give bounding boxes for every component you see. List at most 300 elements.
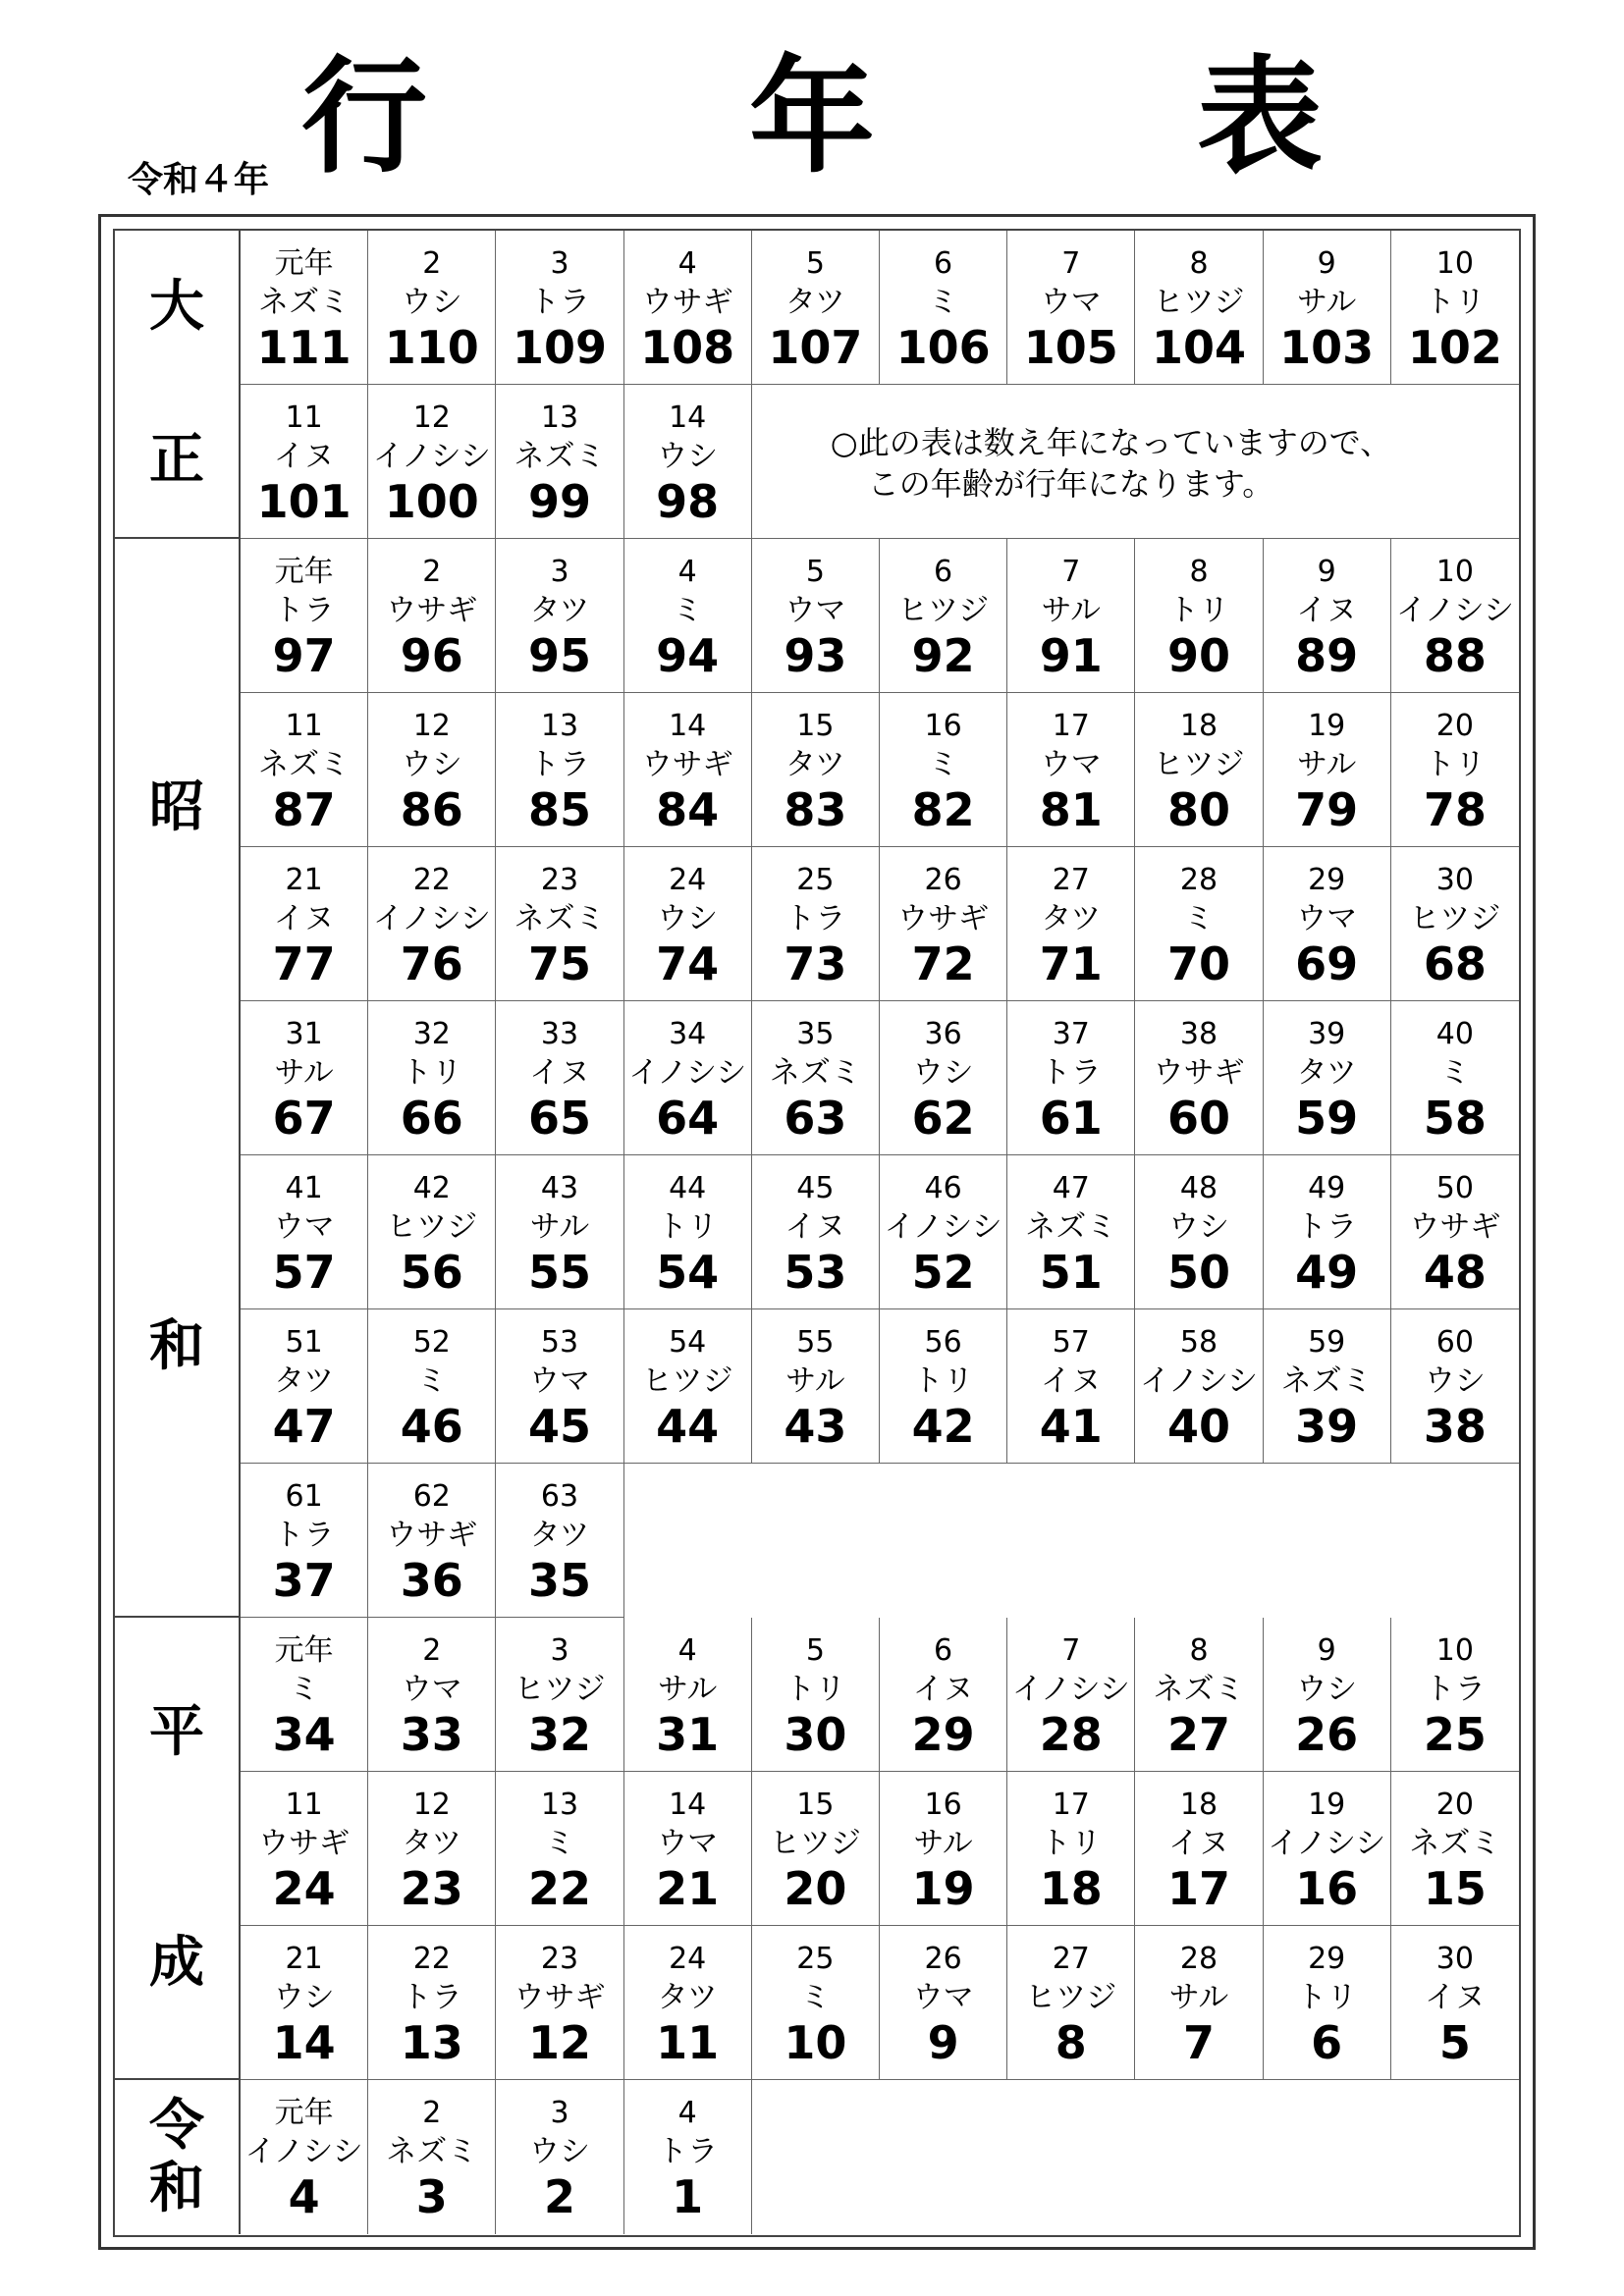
age-value: 41 [1039, 1400, 1103, 1453]
year-label: 22 [412, 863, 451, 897]
zodiac-label: ウシ [1296, 1672, 1358, 1707]
zodiac-label: ウシ [1424, 1363, 1486, 1399]
era-label-char: 令 [149, 2093, 204, 2158]
year-cell [368, 1155, 496, 1309]
year-cell [241, 539, 368, 693]
year-label: 3 [550, 1633, 569, 1668]
zodiac-label: タツ [529, 1518, 590, 1553]
year-label: 8 [1189, 1633, 1209, 1668]
year-cell [1135, 1618, 1263, 1772]
year-label: 49 [1308, 1171, 1346, 1205]
table-row [241, 539, 1519, 693]
year-label: 2 [422, 2096, 442, 2130]
zodiac-label: タツ [1041, 901, 1102, 936]
age-value: 35 [527, 1554, 591, 1607]
zodiac-label: トラ [273, 593, 335, 628]
zodiac-label: ネズミ [1280, 1363, 1373, 1399]
year-label: 63 [540, 1479, 579, 1514]
zodiac-label: トリ [785, 1672, 846, 1707]
age-value: 75 [527, 937, 591, 990]
year-label: 25 [796, 863, 835, 897]
year-label: 14 [669, 400, 707, 435]
year-cell [1007, 693, 1135, 847]
zodiac-label: イノシシ [244, 2134, 363, 2169]
year-label: 23 [540, 863, 579, 897]
table-row [241, 2080, 1519, 2234]
year-cell [368, 1772, 496, 1926]
year-label: 18 [1179, 1788, 1218, 1822]
age-value: 110 [384, 321, 479, 374]
age-value: 36 [400, 1554, 463, 1607]
year-label: 5 [805, 1633, 825, 1668]
zodiac-label: ウシ [273, 1980, 335, 2015]
age-value: 58 [1423, 1092, 1487, 1145]
table-row [241, 693, 1519, 847]
year-cell [1007, 1926, 1135, 2080]
year-label: 30 [1435, 863, 1474, 897]
year-label: 25 [796, 1942, 835, 1976]
zodiac-label: ヒツジ [897, 593, 990, 628]
zodiac-label: ウサギ [386, 593, 478, 628]
zodiac-label: サル [1296, 747, 1357, 782]
table-frame [98, 214, 1536, 2250]
year-label: 24 [669, 1942, 707, 1976]
year-label: 51 [285, 1325, 323, 1360]
zodiac-label: ウシ [657, 901, 719, 936]
year-label: 16 [924, 1788, 962, 1822]
age-value: 20 [784, 1862, 847, 1915]
year-label: 7 [1061, 246, 1081, 281]
year-label: 31 [285, 1017, 323, 1051]
zodiac-label: ネズミ [1409, 1826, 1501, 1861]
year-label: 22 [412, 1942, 451, 1976]
table-row [241, 1155, 1519, 1309]
year-label: 3 [550, 2096, 569, 2130]
year-label: 32 [412, 1017, 451, 1051]
age-value: 44 [656, 1400, 720, 1453]
zodiac-label: タツ [785, 747, 845, 782]
age-value: 10 [784, 2016, 847, 2069]
year-cell [496, 847, 623, 1001]
zodiac-label: ミ [544, 1826, 575, 1861]
age-value: 107 [768, 321, 863, 374]
year-label: 7 [1061, 555, 1081, 589]
year-cell [1391, 231, 1519, 385]
year-cell [1007, 1001, 1135, 1155]
year-cell [1135, 1309, 1263, 1464]
zodiac-label: タツ [1296, 1055, 1357, 1091]
zodiac-label: ネズミ [386, 2134, 478, 2169]
year-cell [880, 231, 1007, 385]
age-value: 48 [1423, 1246, 1487, 1299]
age-value: 84 [656, 783, 720, 836]
zodiac-label: ミ [928, 285, 959, 320]
zodiac-label: トリ [1296, 1980, 1358, 2015]
era-label [115, 1618, 241, 2080]
year-cell [624, 1618, 752, 1772]
year-label: 7 [1061, 1633, 1081, 1668]
year-label: 10 [1435, 555, 1474, 589]
age-value: 21 [656, 1862, 720, 1915]
year-cell [1264, 539, 1391, 693]
age-table [113, 229, 1521, 2237]
zodiac-label: ウサギ [258, 1826, 351, 1861]
zodiac-label: ウシ [657, 439, 719, 474]
year-cell [368, 2080, 496, 2234]
year-cell [1007, 847, 1135, 1001]
zodiac-label: ウシ [912, 1055, 974, 1091]
age-value: 1 [672, 2170, 704, 2223]
age-value: 66 [400, 1092, 463, 1145]
age-value: 24 [272, 1862, 336, 1915]
year-label: 12 [412, 400, 451, 435]
year-cell [1264, 1618, 1391, 1772]
zodiac-label: サル [274, 1055, 334, 1091]
year-label: 53 [540, 1325, 579, 1360]
age-value: 56 [400, 1246, 463, 1299]
age-value: 95 [527, 629, 591, 682]
year-label: 19 [1308, 709, 1346, 743]
year-cell [496, 1618, 623, 1772]
zodiac-label: サル [785, 1363, 845, 1399]
year-cell [624, 847, 752, 1001]
zodiac-label: サル [1296, 285, 1357, 320]
year-cell [624, 2080, 752, 2234]
year-label: 4 [677, 555, 697, 589]
zodiac-label: イヌ [1167, 1826, 1229, 1861]
zodiac-label: ミ [672, 593, 703, 628]
year-label: 55 [796, 1325, 835, 1360]
zodiac-label: イノシシ [372, 439, 491, 474]
era-label-char: 和 [149, 2156, 204, 2220]
zodiac-label: サル [1041, 593, 1101, 628]
age-value: 74 [656, 937, 720, 990]
zodiac-label: トリ [1424, 285, 1486, 320]
year-cell [880, 693, 1007, 847]
zodiac-label: イノシシ [884, 1209, 1002, 1245]
age-value: 7 [1182, 2016, 1215, 2069]
year-cell [496, 1155, 623, 1309]
zodiac-label: トラ [528, 747, 590, 782]
year-cell [368, 847, 496, 1001]
zodiac-label: トラ [1040, 1055, 1102, 1091]
zodiac-label: トリ [912, 1363, 974, 1399]
year-cell [241, 1155, 368, 1309]
zodiac-label: ウマ [657, 1826, 719, 1861]
year-cell [1391, 847, 1519, 1001]
year-label: 27 [1052, 863, 1090, 897]
year-cell [752, 539, 880, 693]
year-cell [496, 1001, 623, 1155]
age-value: 15 [1423, 1862, 1487, 1915]
year-label: 9 [1317, 1633, 1336, 1668]
year-label: 5 [805, 246, 825, 281]
age-value: 100 [384, 475, 479, 528]
zodiac-label: ミ [1183, 901, 1215, 936]
era-label-char: 大 [149, 275, 204, 339]
year-label: 4 [677, 1633, 697, 1668]
year-cell [241, 385, 368, 539]
year-cell [880, 1001, 1007, 1155]
age-value: 72 [911, 937, 975, 990]
year-cell [496, 539, 623, 693]
age-value: 97 [272, 629, 336, 682]
year-label: 13 [540, 1788, 579, 1822]
age-value: 79 [1295, 783, 1359, 836]
year-cell [241, 1618, 368, 1772]
year-label: 23 [540, 1942, 579, 1976]
age-value: 55 [527, 1246, 591, 1299]
year-label: 17 [1052, 1788, 1090, 1822]
zodiac-label: ウサギ [386, 1518, 478, 1553]
year-cell [624, 1155, 752, 1309]
year-cell [624, 1926, 752, 2080]
year-label: 15 [796, 1788, 835, 1822]
year-cell [880, 1309, 1007, 1464]
year-label: 60 [1435, 1325, 1474, 1360]
year-cell [241, 2080, 368, 2234]
year-cell [1007, 1155, 1135, 1309]
year-cell [1264, 1309, 1391, 1464]
year-cell [1007, 539, 1135, 693]
zodiac-label: イヌ [528, 1055, 590, 1091]
year-cell [496, 2080, 623, 2234]
year-label: 24 [669, 863, 707, 897]
age-value: 83 [784, 783, 847, 836]
zodiac-label: イヌ [273, 901, 335, 936]
era-label-char: 正 [149, 428, 204, 492]
zodiac-label: サル [657, 1672, 718, 1707]
age-value: 17 [1166, 1862, 1230, 1915]
year-label: 20 [1435, 709, 1474, 743]
age-value: 4 [288, 2170, 320, 2223]
note-line-2: この年齢が行年になります。 [867, 465, 1274, 503]
era-label [115, 539, 241, 1618]
age-value: 103 [1279, 321, 1375, 374]
age-value: 101 [256, 475, 352, 528]
zodiac-label: ネズミ [514, 439, 606, 474]
age-value: 86 [400, 783, 463, 836]
age-value: 62 [911, 1092, 975, 1145]
age-value: 46 [400, 1400, 463, 1453]
age-value: 45 [527, 1400, 591, 1453]
age-value: 61 [1039, 1092, 1103, 1145]
age-value: 65 [527, 1092, 591, 1145]
age-value: 8 [1055, 2016, 1087, 2069]
year-cell [1264, 1772, 1391, 1926]
year-cell [624, 693, 752, 847]
year-cell [1007, 1309, 1135, 1464]
age-value: 92 [911, 629, 975, 682]
zodiac-label: イノシシ [1139, 1363, 1259, 1399]
age-value: 90 [1166, 629, 1230, 682]
year-cell [241, 693, 368, 847]
year-cell [241, 1464, 368, 1618]
year-cell [1135, 231, 1263, 385]
year-cell [752, 1926, 880, 2080]
age-value: 43 [784, 1400, 847, 1453]
age-value: 49 [1295, 1246, 1359, 1299]
year-label: 元年 [274, 246, 334, 281]
age-value: 13 [400, 2016, 463, 2069]
zodiac-label: サル [1168, 1980, 1229, 2015]
year-label: 58 [1179, 1325, 1218, 1360]
age-value: 106 [895, 321, 991, 374]
zodiac-label: イヌ [1424, 1980, 1486, 2015]
year-label: 34 [669, 1017, 707, 1051]
year-label: 5 [805, 555, 825, 589]
age-value: 27 [1166, 1708, 1230, 1761]
zodiac-label: トリ [1424, 747, 1486, 782]
age-value: 80 [1166, 783, 1230, 836]
zodiac-label: ネズミ [769, 1055, 861, 1091]
year-label: 54 [669, 1325, 707, 1360]
year-cell [1391, 1926, 1519, 2080]
age-value: 109 [512, 321, 607, 374]
year-label: 元年 [274, 2096, 334, 2130]
age-value: 70 [1166, 937, 1230, 990]
year-cell [496, 385, 623, 539]
year-cell [496, 1464, 623, 1618]
age-value: 60 [1166, 1092, 1230, 1145]
zodiac-label: ミ [289, 1672, 320, 1707]
year-label: 28 [1179, 863, 1218, 897]
zodiac-label: ヒツジ [386, 1209, 478, 1245]
zodiac-label: タツ [402, 1826, 462, 1861]
year-cell [1135, 1926, 1263, 2080]
year-label: 14 [669, 709, 707, 743]
zodiac-label: ウマ [528, 1363, 590, 1399]
year-label: 19 [1308, 1788, 1346, 1822]
year-cell [368, 1618, 496, 1772]
year-cell [880, 847, 1007, 1001]
table-row [241, 1772, 1519, 1926]
year-label: 52 [412, 1325, 451, 1360]
zodiac-label: ヒツジ [1025, 1980, 1117, 2015]
age-value: 28 [1039, 1708, 1103, 1761]
zodiac-label: ウマ [273, 1209, 335, 1245]
year-label: 57 [1052, 1325, 1090, 1360]
year-label: 56 [924, 1325, 962, 1360]
year-cell [752, 231, 880, 385]
age-value: 6 [1311, 2016, 1343, 2069]
year-label: 8 [1189, 246, 1209, 281]
year-label: 28 [1179, 1942, 1218, 1976]
year-cell [752, 1772, 880, 1926]
zodiac-label: ネズミ [258, 285, 351, 320]
year-cell [1007, 1772, 1135, 1926]
age-value: 77 [272, 937, 336, 990]
zodiac-label: ウマ [401, 1672, 462, 1707]
age-value: 32 [527, 1708, 591, 1761]
age-value: 71 [1039, 937, 1103, 990]
year-label: 48 [1179, 1171, 1218, 1205]
zodiac-label: ウサギ [897, 901, 990, 936]
year-cell [496, 1926, 623, 2080]
year-label: 15 [796, 709, 835, 743]
year-cell [1007, 231, 1135, 385]
age-value: 2 [543, 2170, 575, 2223]
year-label: 36 [924, 1017, 962, 1051]
year-cell [496, 231, 623, 385]
zodiac-label: ウサギ [1409, 1209, 1501, 1245]
year-label: 14 [669, 1788, 707, 1822]
age-value: 105 [1023, 321, 1118, 374]
year-label: 12 [412, 709, 451, 743]
year-cell [1264, 693, 1391, 847]
age-value: 94 [656, 629, 720, 682]
age-value: 53 [784, 1246, 847, 1299]
zodiac-label: ウマ [1040, 747, 1102, 782]
table-row [241, 1464, 1519, 1618]
zodiac-label: イヌ [1296, 593, 1358, 628]
age-value: 50 [1166, 1246, 1230, 1299]
table-row [241, 1309, 1519, 1464]
age-value: 76 [400, 937, 463, 990]
year-cell [1135, 1772, 1263, 1926]
zodiac-label: イヌ [912, 1672, 974, 1707]
year-cell [368, 385, 496, 539]
year-cell [1391, 1001, 1519, 1155]
zodiac-label: イノシシ [1268, 1826, 1386, 1861]
zodiac-label: トラ [528, 285, 590, 320]
year-label: 11 [285, 400, 323, 435]
age-value: 52 [911, 1246, 975, 1299]
year-cell [752, 1001, 880, 1155]
year-cell [1135, 1155, 1263, 1309]
era-label-char: 平 [149, 1700, 204, 1765]
zodiac-label: ミ [1439, 1055, 1471, 1091]
zodiac-label: ウシ [401, 285, 462, 320]
year-cell [1135, 693, 1263, 847]
year-label: 元年 [274, 1633, 334, 1668]
year-cell [880, 1618, 1007, 1772]
year-label: 29 [1308, 863, 1346, 897]
zodiac-label: ウサギ [514, 1980, 606, 2015]
zodiac-label: ネズミ [1025, 1209, 1117, 1245]
zodiac-label: イヌ [785, 1209, 846, 1245]
year-label: 27 [1052, 1942, 1090, 1976]
year-label: 17 [1052, 709, 1090, 743]
year-label: 9 [1317, 555, 1336, 589]
year-cell [880, 1155, 1007, 1309]
table-row [241, 231, 1519, 385]
age-value: 91 [1039, 629, 1103, 682]
age-value: 81 [1039, 783, 1103, 836]
age-value: 96 [400, 629, 463, 682]
age-value: 63 [784, 1092, 847, 1145]
year-cell [880, 1926, 1007, 2080]
age-value: 89 [1295, 629, 1359, 682]
age-value: 68 [1423, 937, 1487, 990]
year-cell [880, 1772, 1007, 1926]
age-value: 18 [1039, 1862, 1103, 1915]
age-value: 40 [1166, 1400, 1230, 1453]
age-value: 59 [1295, 1092, 1359, 1145]
year-cell [1007, 1618, 1135, 1772]
zodiac-label: ヒツジ [641, 1363, 733, 1399]
current-year-label: 令和４年 [128, 160, 270, 200]
year-label: 62 [412, 1479, 451, 1514]
age-value: 25 [1423, 1708, 1487, 1761]
age-value: 64 [656, 1092, 720, 1145]
year-cell [1391, 1155, 1519, 1309]
year-label: 6 [934, 1633, 953, 1668]
year-cell [752, 693, 880, 847]
age-value: 111 [256, 321, 352, 374]
year-label: 37 [1052, 1017, 1090, 1051]
zodiac-label: トリ [657, 1209, 719, 1245]
